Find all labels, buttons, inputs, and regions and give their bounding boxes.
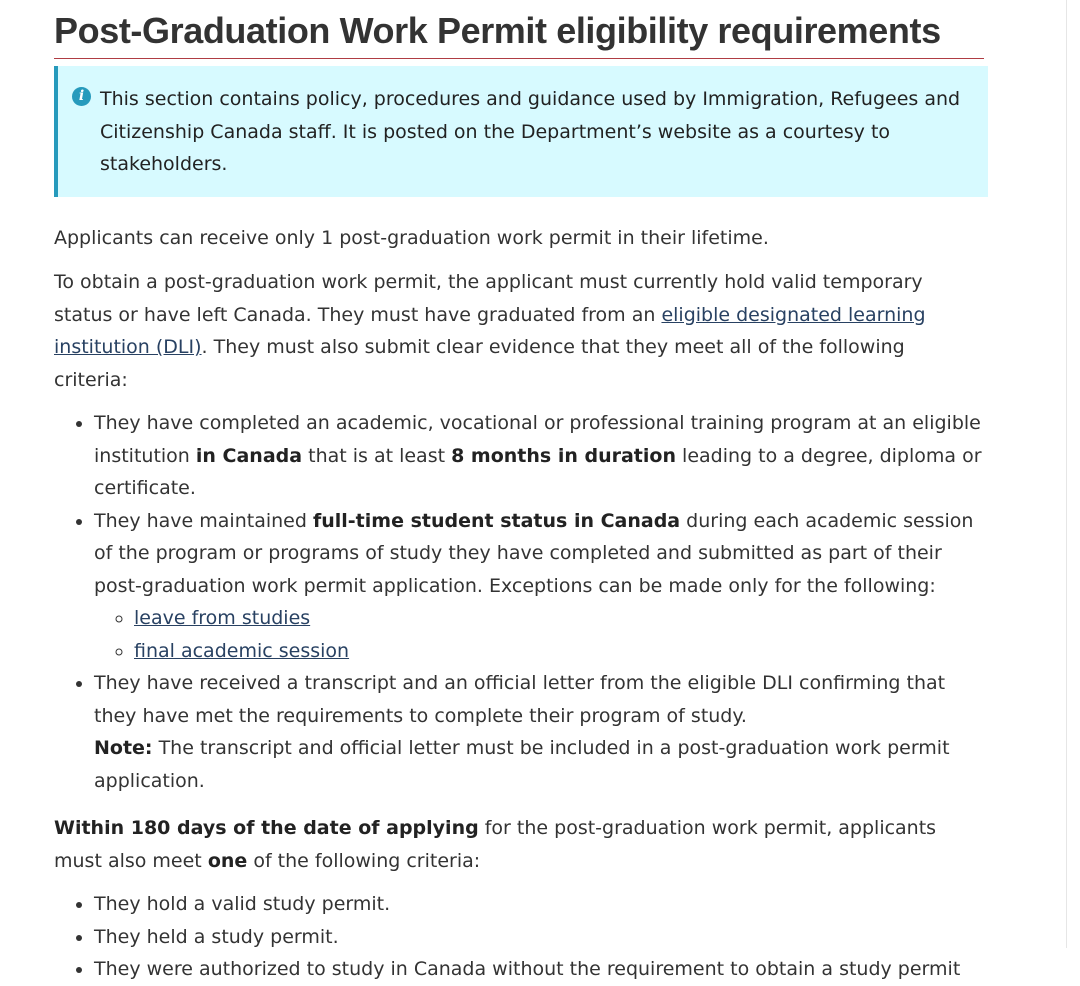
intro-paragraph-lifetime: Applicants can receive only 1 post-graduation work permit in their lifetime. — [54, 226, 769, 249]
note-label: Note: — [94, 737, 153, 759]
info-alert — [54, 66, 988, 197]
item-text: They have completed an academic, vocational or professional training program at an eligible institution — [94, 412, 981, 467]
intro-text-a: To obtain a post-graduation work permit, the applicant must currently hold valid temporary status or have left Canada. They must have graduated from an — [54, 271, 923, 326]
list-item — [134, 635, 984, 668]
info-icon: i — [72, 87, 91, 106]
within-text: for the post-graduation work permit, applicants must also meet — [54, 817, 937, 872]
page-content — [54, 0, 984, 986]
item-text: They have maintained — [94, 509, 313, 532]
within-bold: Within 180 days of the date of applying — [54, 817, 479, 839]
item-bold: 8 months in duration — [451, 444, 676, 467]
list-item — [94, 505, 984, 668]
study-permit-criteria-list — [54, 888, 984, 986]
item-bold: full-time student status in Canada — [312, 509, 681, 532]
item-text: that is at least — [302, 444, 452, 467]
within-bold-one: one — [207, 849, 248, 872]
list-item — [134, 602, 984, 635]
within-180-days-paragraph — [54, 812, 984, 877]
list-item — [94, 667, 984, 797]
leave-from-studies-link[interactable]: leave from studies — [134, 607, 311, 629]
final-academic-session-link[interactable]: final academic session — [134, 639, 350, 662]
exceptions-list — [94, 602, 984, 667]
item-text: during each academic session of the program or programs of study they have completed and submitted as part of their post-graduation work permit application. Exceptions can be made only for the following: — [94, 509, 974, 597]
item-text: leading to a degree, diploma or certificate. — [94, 444, 982, 499]
page-title: Post-Graduation Work Permit eligibility requirements — [54, 10, 941, 51]
scrollbar-track[interactable] — [1066, 0, 1067, 948]
within-text: of the following criteria: — [247, 849, 481, 872]
note-text: The transcript and official letter must be included in a post-graduation work permit application. — [94, 737, 950, 792]
alert-text: This section contains policy, procedures and guidance used by Immigration, Refugees and Citizenship Canada staff. It is posted on the Department’s website as a courtesy to stakeholders. — [100, 88, 961, 175]
dli-link[interactable]: eligible designated learning institution (DLI) — [54, 303, 926, 358]
intro-text-b: . They must also submit clear evidence that they meet all of the following criteria: — [54, 336, 905, 391]
list-item — [94, 407, 984, 505]
criteria-list — [54, 407, 984, 797]
item-text: They have received a transcript and an official letter from the eligible DLI confirming that they have met the requirements to complete their program of study. — [94, 672, 946, 727]
list-item: • They hold a valid study permit. — [94, 888, 984, 921]
list-item: • They held a study permit. — [94, 921, 984, 954]
list-item: • They were authorized to study in Canada without the requirement to obtain a study permit — [94, 953, 984, 986]
intro-paragraph-requirements — [54, 266, 984, 396]
title-divider — [54, 58, 984, 59]
item-bold: in Canada — [195, 444, 303, 467]
